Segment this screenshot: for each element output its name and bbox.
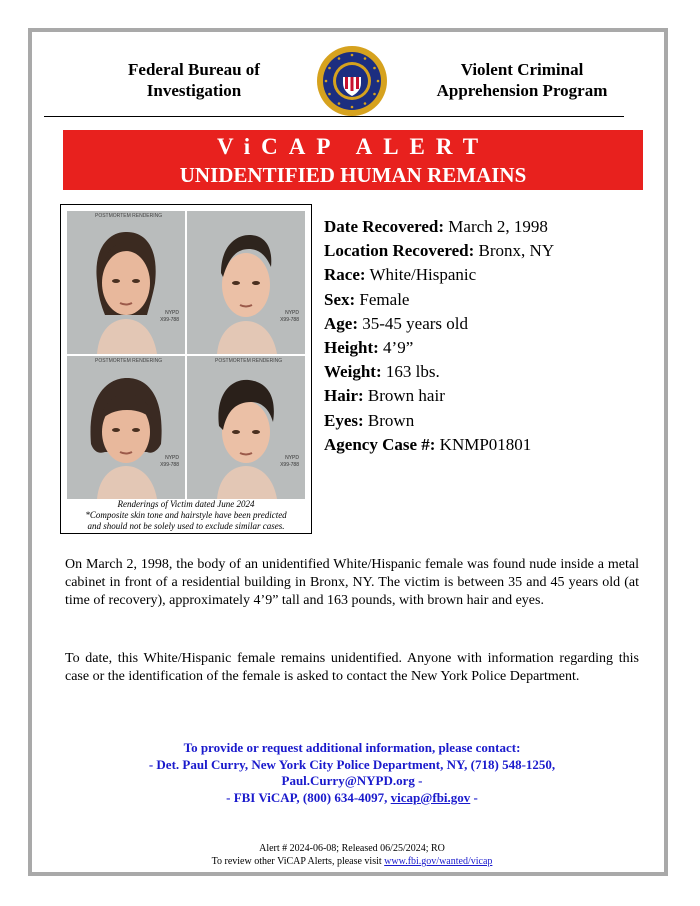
fact-eyes [324, 409, 554, 433]
rendering-label: POSTMORTEM RENDERING [95, 213, 163, 219]
fact-label: Age: [324, 313, 358, 333]
fact-value: Bronx, NY [474, 241, 555, 261]
vicap-header [417, 59, 627, 101]
case-id-agency: NYPD [165, 455, 179, 461]
rendering-label: POSTMORTEM RENDERING [215, 358, 283, 364]
caption-line: Renderings of Victim dated June 2024 [117, 499, 255, 509]
fact-height [324, 336, 554, 360]
rendering-photo [187, 356, 305, 499]
fact-value: Female [355, 289, 410, 309]
face-rendering-icon [67, 356, 185, 499]
fact-value: March 2, 1998 [444, 217, 548, 236]
fact-value: KNMP01801 [435, 434, 532, 454]
alert-footer [92, 842, 612, 868]
fact-label: Hair: [324, 386, 364, 406]
review-text: To review other ViCAP Alerts, please visit [211, 856, 385, 867]
fact-sex [324, 288, 554, 312]
fbi-header-line2: Investigation [146, 81, 242, 100]
vicap-header-line2: Apprehension Program [436, 81, 608, 100]
fact-date-recovered [324, 215, 554, 239]
case-id-agency: NYPD [165, 310, 179, 316]
alert-release-info: Alert # 2024-06-08; Released 06/25/2024; RO [259, 843, 445, 854]
fact-location-recovered [324, 239, 554, 263]
rendering-label: POSTMORTEM RENDERING [95, 358, 163, 364]
fact-value: Brown [363, 410, 415, 430]
banner-subtitle: UNIDENTIFIED HUMAN REMAINS [179, 163, 527, 187]
fact-label: Location Recovered: [324, 241, 475, 261]
caption-line: *Composite skin tone and hairstyle have been predicted [85, 510, 287, 520]
fact-value: 163 lbs. [381, 362, 440, 382]
face-rendering-icon [187, 211, 305, 354]
fbi-header-line1: Federal Bureau of [128, 60, 260, 79]
case-id-tag [160, 455, 179, 469]
fact-label: Sex: [324, 289, 356, 309]
contact-detective-email: Paul.Curry@NYPD.org - [281, 773, 423, 788]
fact-label: Race: [324, 265, 366, 285]
header-divider [44, 116, 624, 117]
contact-info [92, 740, 612, 806]
rendering-photo [67, 211, 185, 354]
fact-label: Eyes: [324, 410, 364, 430]
rendering-photo [67, 356, 185, 499]
contact-fbi-vicap [92, 790, 612, 807]
contact-heading: To provide or request additional information, please contact: [183, 740, 521, 755]
alert-frame [28, 28, 668, 876]
fact-hair [324, 384, 554, 408]
case-id-number: X99-788 [160, 462, 179, 468]
vicap-email-link[interactable]: vicap@fbi.gov [390, 789, 471, 805]
fact-weight [324, 360, 554, 384]
fact-value: 4’9” [378, 338, 414, 358]
fact-race [324, 263, 554, 287]
case-id-tag [160, 310, 179, 324]
face-rendering-icon [187, 356, 305, 499]
fbi-header [94, 59, 294, 101]
vicap-header-line1: Violent Criminal [460, 60, 584, 79]
case-summary: On March 2, 1998, the body of an unidentified White/Hispanic female was found nude inside a metal cabinet in front of a residential building in Bronx, NY. The victim is between 35 and 45 years old (at time of recovery), approximately 4’9” tall and 163 pounds, with brown hair and eyes. [65, 557, 639, 608]
fact-age [324, 312, 554, 336]
fact-label: Height: [324, 338, 379, 358]
face-rendering-icon [67, 211, 185, 354]
alert-banner [63, 130, 643, 190]
alert-review-line [92, 855, 612, 868]
fact-value: 35-45 years old [357, 313, 468, 333]
caption-line: and should not be solely used to exclude similar cases. [87, 521, 285, 531]
case-id-agency: NYPD [285, 310, 299, 316]
victim-facts [324, 215, 554, 457]
banner-title: ViCAP ALERT [216, 134, 490, 159]
case-id-number: X99-788 [280, 462, 299, 468]
victim-renderings [60, 204, 312, 534]
vicap-website-link[interactable]: www.fbi.gov/wanted/vicap [384, 856, 493, 867]
case-id-tag [280, 455, 299, 469]
case-id-agency: NYPD [285, 455, 299, 461]
fact-label: Date Recovered: [324, 217, 445, 236]
fact-value: Brown hair [363, 386, 445, 406]
fbi-seal-icon [316, 45, 388, 117]
case-id-number: X99-788 [280, 317, 299, 323]
rendering-photo [187, 211, 305, 354]
fact-value: White/Hispanic [365, 265, 477, 285]
case-status: To date, this White/Hispanic female remains unidentified. Anyone with information regarding this case or the identification of the female is asked to contact the New York Police Department. [65, 651, 639, 684]
rendering-grid [67, 211, 305, 499]
fact-label: Weight: [324, 362, 382, 382]
rendering-caption [63, 499, 309, 532]
fact-agency-case [324, 433, 554, 457]
case-id-tag [280, 310, 299, 324]
contact-detective: - Det. Paul Curry, New York City Police Department, NY, (718) 548-1250, [148, 756, 556, 772]
contact-fbi-suffix: - [470, 789, 478, 805]
contact-fbi-phone: - FBI ViCAP, (800) 634-4097, [226, 789, 391, 805]
fact-label: Agency Case #: [324, 434, 436, 454]
case-id-number: X99-788 [160, 317, 179, 323]
